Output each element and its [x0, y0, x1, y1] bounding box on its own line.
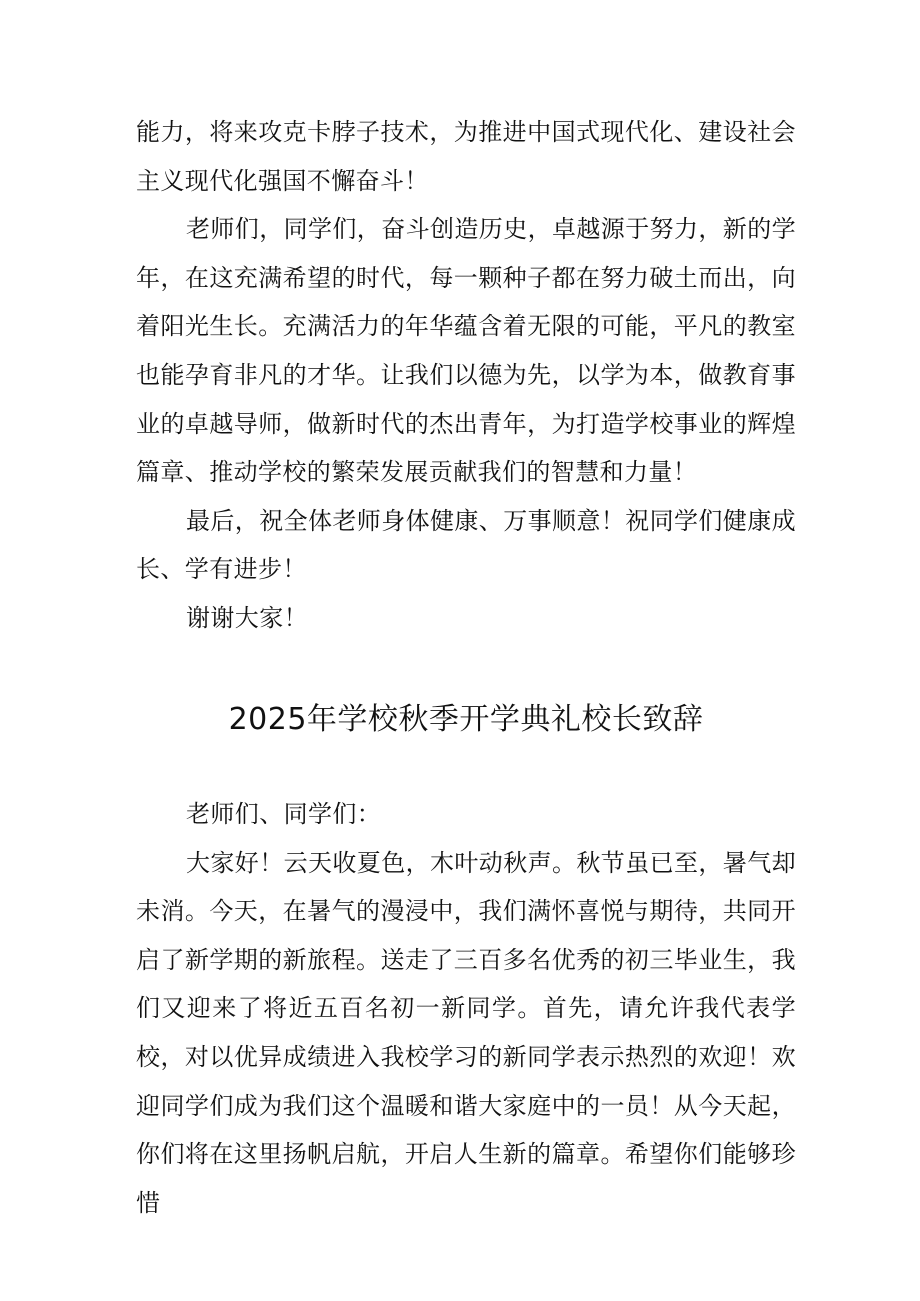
paragraph-continuation: 能力，将来攻克卡脖子技术，为推进中国式现代化、建设社会主义现代化强国不懈奋斗！ — [136, 118, 796, 195]
paragraph-thanks: 谢谢大家！ — [186, 603, 308, 632]
speech-opening-section — [136, 790, 796, 1227]
greeting: 老师们、同学们： — [186, 800, 382, 828]
paragraph-striving: 老师们，同学们，奋斗创造历史，卓越源于努力，新的学年，在这充满希望的时代，每一颗种子都在努力破土而出，向着阳光生长。充满活力的年华蕴含着无限的可能，平凡的教室也能孕育非凡的才华。让我们以德为先，以学为本，做教育事业的卓越导师，做新时代的杰出青年，为打造学校事业的辉煌篇章、推动学校的繁荣发展贡献我们的智慧和力量！ — [136, 215, 796, 487]
speech-ending-section — [136, 108, 796, 643]
paragraph-welcome: 大家好！云天收夏色，木叶动秋声。秋节虽已至，暑气却未消。今天，在暑气的漫浸中，我们满怀喜悦与期待，共同开启了新学期的新旅程。送走了三百多名优秀的初三毕业生，我们又迎来了将近五百名初一新同学。首先，请允许我代表学校，对以优异成绩进入我校学习的新同学表示热烈的欢迎！欢迎同学们成为我们这个温暖和谐大家庭中的一员！从今天起，你们将在这里扬帆启航，开启人生新的篇章。希望你们能够珍惜 — [136, 848, 796, 1217]
paragraph-blessing: 最后，祝全体老师身体健康、万事顺意！祝同学们健康成长、学有进步！ — [136, 506, 796, 584]
speech-title: 2025年学校秋季开学典礼校长致辞 — [228, 702, 704, 737]
